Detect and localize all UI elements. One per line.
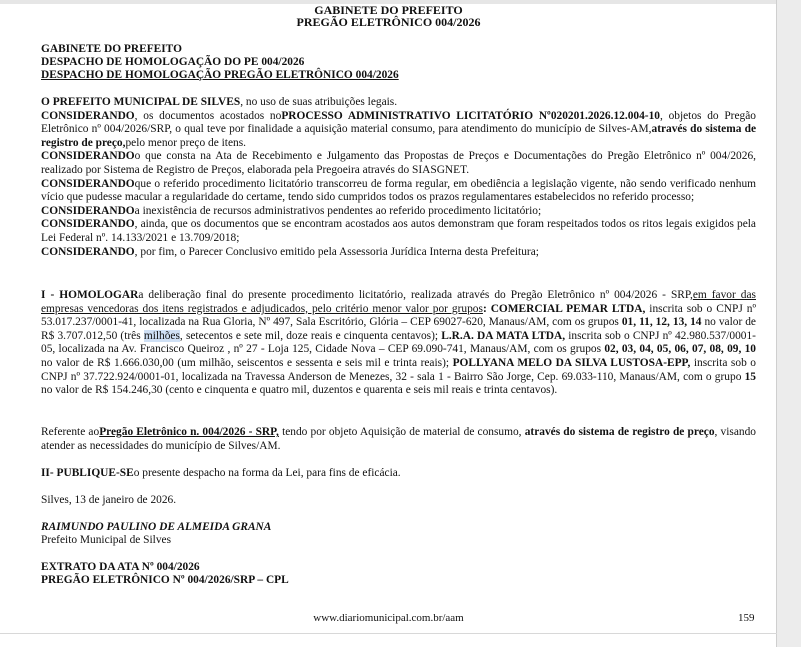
considerando-5: CONSIDERANDO, ainda, que os documentos que se encontram acostados aos autos demonstram que foram respeitados todos os ritos legais exigidos pela Lei Federal nº. 14.133/2021 e 13.709/2018; <box>41 218 756 244</box>
document-date: Silves, 13 de janeiro de 2026. <box>41 494 177 506</box>
title-gabinete: GABINETE DO PREFEITO <box>41 43 182 55</box>
title-despacho-pregao: DESPACHO DE HOMOLOGAÇÃO PREGÃO ELETRÔNICO 004/2026 <box>41 69 399 81</box>
extrato-title: EXTRATO DA ATA Nº 004/2026 <box>41 561 200 573</box>
page-header-line-2: PREGÃO ELETRÔNICO 004/2026 <box>296 15 481 29</box>
viewer-scrollbar[interactable] <box>776 0 801 647</box>
selected-text-highlight[interactable]: milhões <box>143 329 180 342</box>
signatory-role: Prefeito Municipal de Silves <box>41 534 172 546</box>
intro-paragraph: O PREFEITO MUNICIPAL DE SILVES, no uso de suas atribuições legais. <box>41 96 398 108</box>
footer-url: www.diariomunicipal.com.br/aam <box>313 612 464 624</box>
page-number: 159 <box>738 612 755 624</box>
extrato-subtitle: PREGÃO ELETRÔNICO Nº 004/2026/SRP – CPL <box>41 574 289 586</box>
signatory-name: RAIMUNDO PAULINO DE ALMEIDA GRANA <box>41 521 272 533</box>
page-header-line-1: GABINETE DO PREFEITO <box>314 3 463 17</box>
considerando-6: CONSIDERANDO, por fim, o Parecer Conclusivo emitido pela Assessoria Jurídica Interna desta Prefeitura; <box>41 245 539 258</box>
considerando-2: CONSIDERANDOo que consta na Ata de Recebimento e Julgamento das Propostas de Preços e Documentações do Pregão Eletrônico nº 004/2026, realizado por Sistema de Registro de Preços, elaborada pela Pregoeira através do SIASGNET. <box>41 150 756 176</box>
considerations-block <box>41 96 756 259</box>
considerando-3: CONSIDERANDOque o referido procedimento licitatório transcorreu de forma regular, em obediência a legislação vigente, não sendo verificado nenhum vício que pudesse macular a regularidade do certame, tendo sido cumpridos todos os prazos regulamentares estabelecidos no referido processo; <box>41 177 756 204</box>
homologar-paragraph: I - HOMOLOGARa deliberação final do presente procedimento licitatório, realizada através do Pregão Eletrônico nº 004/2026 - SRP,em favor das empresas vencedoras dos itens registrados e adjudicados, pelo critério menor valor por grupos: COMERCIAL PEMAR LTDA, inscrita sob o CNPJ nº 53.017.237/0001-41, localizada na Rua Gloria, Nº 497, Sala Escritório, Glória – CEP 69027-620, Manaus/AM, com os grupos 01, 11, 12, 13, 14 no valor de R$ 3.707.012,50 (três milhões, setecentos e sete mil, doze reais e cinquenta centavos); L.R.A. DA MATA LTDA, inscrita sob o CNPJ nº 42.980.537/0001-05, localizada na Av. Francisco Queiroz , nº 27 - Loja 125, Cidade Nova – CEP 69.090-741, Manaus/AM, com os grupos 02, 03, 04, 05, 06, 07, 08, 09, 10 no valor de R$ 1.666.030,00 (um milhão, seiscentos e sessenta e seis mil e trinta reais); POLLYANA MELO DA SILVA LUSTOSA-EPP, inscrita sob o CNPJ nº 37.722.924/0001-01, localizada na Travessa Anderson de Menezes, 32 - sala 1 - Bairro São Jorge, Cep. 69.033-110, Manaus/AM, com o grupo 15 no valor de R$ 154.246,30 (cento e cinquenta e quatro mil, duzentos e quarenta e seis mil reais e trinta centavos). <box>41 289 757 397</box>
page-bottom-divider <box>0 633 777 634</box>
referente-paragraph: Referente aoPregão Eletrônico n. 004/2026 - SRP, tendo por objeto Aquisição de material de consumo, através do sistema de registro de preço, visando atender as necessidades do município de Silves/AM. <box>41 426 756 452</box>
considerando-1: CONSIDERANDO, os documentos acostados noPROCESSO ADMINISTRATIVO LICITATÓRIO Nº020201.2026.12.004-10, objetos do Pregão Eletrônico nº 004/2026/SRP, o qual teve por finalidade a aquisição material consumo, para atendimento do município de Silves-AM,através do sistema de registro de preço,pelo menor preço de itens. <box>41 109 756 149</box>
publique-paragraph: II- PUBLIQUE-SEo presente despacho na forma da Lei, para fins de eficácia. <box>41 467 401 479</box>
considerando-4: CONSIDERANDOa inexistência de recursos administrativos pendentes ao referido procedimento licitatório; <box>41 204 542 217</box>
title-despacho-pe: DESPACHO DE HOMOLOGAÇÃO DO PE 004/2026 <box>41 56 305 68</box>
